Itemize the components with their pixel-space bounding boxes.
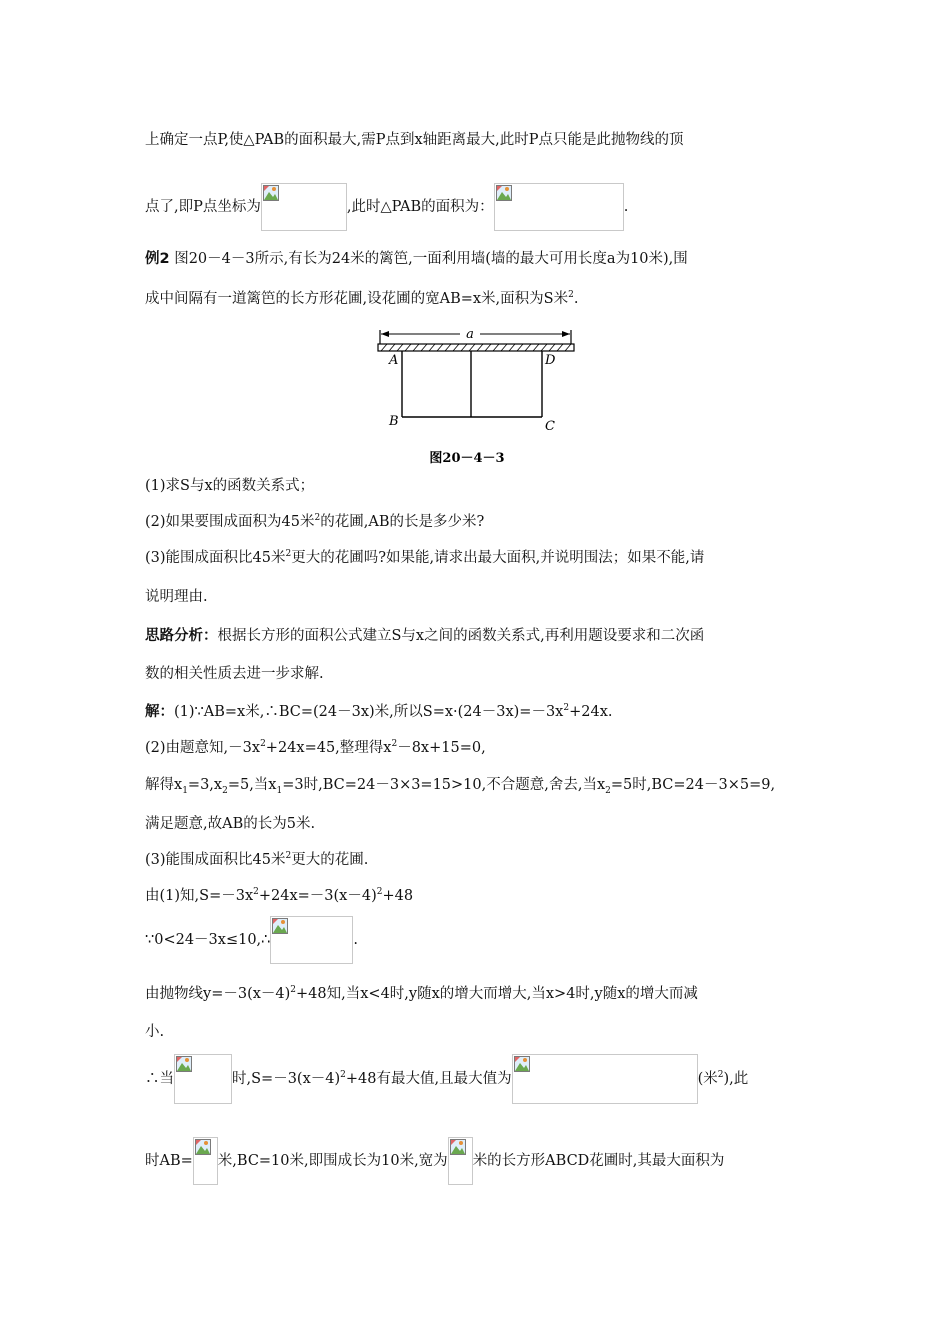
question-2 (145, 510, 484, 531)
text-segment: 时AB= (145, 1153, 193, 1169)
label-B: B (389, 414, 399, 429)
broken-image-icon (450, 1139, 466, 1155)
text-segment: 根据长方形的面积公式建立S与x之间的函数关系式,再利用题设要求和二次函 (217, 628, 705, 644)
paragraph-line (145, 287, 578, 308)
formula-image (512, 1054, 698, 1104)
text-segment: (2)如果要围成面积为45米 (145, 514, 315, 530)
text-segment: 的花圃,AB的长是多少米? (320, 514, 485, 530)
answer-line-p-coordinates (145, 183, 628, 231)
formula-image (174, 1054, 232, 1104)
broken-image-icon (272, 918, 288, 934)
solution-line (145, 736, 486, 757)
text-segment: +48 (382, 888, 414, 904)
arrow-left-icon (381, 331, 389, 337)
superscript: 2 (568, 290, 574, 301)
label-C: C (545, 419, 555, 434)
solution-line (145, 848, 368, 869)
text-segment: ∵0<24－3x≤10,∴ (145, 932, 271, 948)
broken-image-icon (514, 1056, 530, 1072)
text-segment: . (623, 199, 629, 215)
formula-image (448, 1137, 473, 1185)
wall (378, 344, 574, 351)
text-segment: . (573, 291, 579, 307)
solution-line (145, 884, 413, 905)
superscript: 2 (285, 549, 292, 560)
solution-line (145, 773, 775, 794)
subscript: 1 (182, 785, 188, 796)
text-segment: (米 (697, 1071, 718, 1087)
superscript: 2 (391, 739, 398, 750)
paragraph-line: 上确定一点P,使△PAB的面积最大,需P点到x轴距离最大,此时P点只能是此抛物线的顶 (145, 132, 684, 148)
text-segment: 由抛物线y=－3(x－4) (145, 986, 291, 1002)
solution-line (145, 982, 698, 1003)
question-3 (145, 546, 704, 567)
text-segment: 成中间隔有一道篱笆的长方形花圃,设花圃的宽AB=x米,面积为S米 (145, 291, 569, 307)
formula-image (261, 183, 347, 231)
broken-image-icon (176, 1056, 192, 1072)
superscript: 2 (314, 513, 321, 524)
text-segment: －8x+15=0, (397, 740, 486, 756)
analysis-label: 思路分析： (145, 628, 218, 644)
text-segment: =5,当x (227, 777, 277, 793)
broken-image-icon (263, 185, 279, 201)
superscript: 2 (285, 851, 292, 862)
garden-figure (375, 322, 585, 472)
solution-line (145, 700, 613, 721)
text-segment: 由(1)知,S=－3x (145, 888, 254, 904)
superscript: 2 (376, 887, 383, 898)
broken-image-icon (496, 185, 512, 201)
text-segment: ∴当 (145, 1071, 174, 1087)
broken-image-icon (195, 1139, 211, 1155)
text-segment: 时,S=－3(x－4) (232, 1071, 341, 1087)
superscript: 2 (717, 1070, 724, 1081)
text-segment: +48有最大值,且最大值为 (345, 1071, 512, 1087)
text-segment: +24x. (569, 704, 613, 720)
example-heading (145, 247, 688, 268)
text-segment: . (353, 932, 358, 948)
text-segment: =3时,BC=24－3×3=15>10,不合题意,舍去,当x (282, 777, 606, 793)
superscript: 2 (563, 703, 570, 714)
text-segment: +48知,当x<4时,y随x的增大而增大,当x>4时,y随x的增大而减 (296, 986, 698, 1002)
text-segment: ),此 (723, 1071, 749, 1087)
text-segment: =3,x (187, 777, 223, 793)
text-segment: 解得x (145, 777, 183, 793)
text-segment: ,此时△PAB的面积为： (346, 199, 494, 215)
text-segment: 点了,即P点坐标为 (145, 199, 261, 215)
question-1: (1)求S与x的函数关系式； (145, 478, 315, 494)
text-segment: 米,BC=10米,即围成长为10米,宽为 (217, 1153, 448, 1169)
superscript: 2 (340, 1070, 346, 1081)
text-segment: 更大的花圃吗?如果能,请求出最大面积,并说明围法；如果不能,请 (291, 550, 705, 566)
solution-line (145, 1137, 724, 1185)
solution-line: 满足题意,故AB的长为5米. (145, 816, 316, 832)
text-segment: 图20－4－3所示,有长为24米的篱笆,一面利用墙(墙的最大可用长度a为10米),围 (174, 251, 688, 267)
text-segment: +24x=－3(x－4) (258, 888, 377, 904)
superscript: 2 (260, 739, 266, 750)
subscript: 2 (605, 785, 611, 796)
label-A: A (389, 353, 399, 368)
subscript: 2 (222, 785, 228, 796)
superscript: 2 (290, 985, 297, 996)
analysis-line (145, 624, 704, 645)
text-segment: (2)由题意知,－3x (145, 740, 261, 756)
solution-line (145, 1054, 748, 1104)
arrow-right-icon (562, 331, 570, 337)
solution-label: 解： (145, 704, 174, 720)
text-segment: (1)∵AB=x米,∴BC=(24－3x)米,所以S=x·(24－3x)=－3x (174, 704, 564, 720)
solution-line: 小. (145, 1024, 165, 1040)
text-segment: +24x=45,整理得x (265, 740, 392, 756)
text-segment: (3)能围成面积比45米 (145, 550, 286, 566)
question-3-cont: 说明理由. (145, 589, 208, 605)
example-label: 例2 (145, 251, 170, 267)
solution-line (145, 916, 358, 964)
text-segment: 更大的花圃. (291, 852, 369, 868)
subscript: 1 (276, 785, 283, 796)
figure-caption: 图20－4－3 (429, 451, 505, 466)
formula-image (270, 916, 353, 964)
analysis-line: 数的相关性质去进一步求解. (145, 666, 324, 682)
label-a: a (466, 327, 474, 342)
text-segment: 米的长方形ABCD花圃时,其最大面积为 (472, 1153, 725, 1169)
text-segment: (3)能围成面积比45米 (145, 852, 286, 868)
formula-image (494, 183, 624, 231)
formula-image (193, 1137, 218, 1185)
superscript: 2 (253, 887, 259, 898)
text-segment: =5时,BC=24－3×5=9, (610, 777, 776, 793)
label-D: D (545, 353, 556, 368)
